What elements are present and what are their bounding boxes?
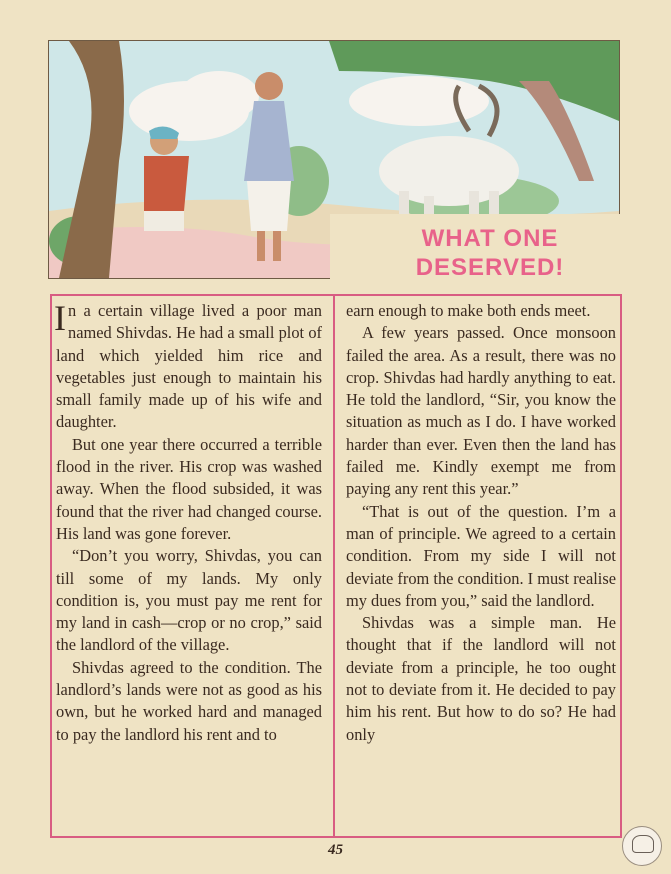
paragraph: But one year there occurred a terrible flood in the river. His crop was washed away. When the flood subsided, it was found that the river had changed course. His land was gone forever. — [56, 434, 322, 543]
story-left-column — [56, 300, 322, 746]
story-title-line-1: WHAT ONE — [421, 225, 559, 252]
paragraph — [56, 300, 322, 434]
column-divider — [333, 294, 335, 838]
page-number: 45 — [328, 842, 343, 858]
story-right-column — [346, 300, 616, 746]
paragraph: earn enough to make both ends meet. — [346, 301, 591, 320]
paragraph: Shivdas agreed to the condition. The landlord’s lands were not as good as his own, but he worked hard and managed to pay the landlord his rent and to — [56, 657, 322, 744]
paragraph: “That is out of the question. I’m a man of principle. We agreed to a certain condition. From my side I will not deviate from the condition. I must realise my dues from you,” said the landlord. — [346, 501, 616, 610]
library-stamp-icon — [622, 826, 662, 866]
stamp-glyph — [632, 835, 654, 853]
paragraph: “Don’t you worry, Shivdas, you can till some of my lands. My only condition is, you must pay me rent for my land in cash—crop or no crop,” said the landlord of the village. — [56, 546, 322, 655]
story-title-line-2: DESERVED! — [415, 254, 565, 281]
paragraph: Shivdas was a simple man. He thought that if the landlord will not deviate from a principle, he too ought not to deviate from it. He decided to pay him his rent. But how to do so? He had only — [346, 613, 616, 744]
paragraph: A few years passed. Once monsoon failed the area. As a result, there was no crop. Shivdas had hardly anything to eat. He told the landlord, “Sir, you know the situation as much as I do. I have worked harder than ever. Even then the land has failed me. Kindly exempt me from paying any rent this year.” — [346, 323, 616, 499]
drop-cap: I — [54, 298, 66, 338]
story-title — [360, 224, 620, 282]
paragraph-text: n a certain village lived a poor man named Shivdas. He had a small plot of land which yielded him rice and vegetables just enough to maintain his small family made up of his wife and daughter. — [56, 301, 322, 432]
